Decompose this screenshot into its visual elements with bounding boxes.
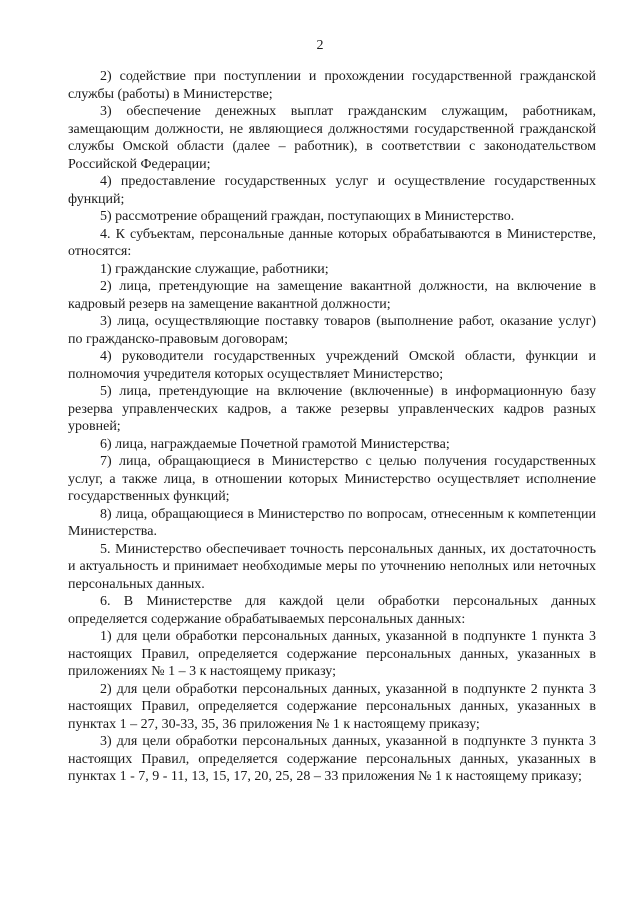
paragraph: 7) лица, обращающиеся в Министерство с целью получения государственных услуг, а также лица, в отношении которых Министерство осуществляет исполнение государственных функций; — [68, 454, 596, 504]
paragraph: 2) содействие при поступлении и прохождении государственной гражданской службы (работы) в Министерстве; — [68, 69, 596, 102]
paragraph: 5. Министерство обеспечивает точность персональных данных, их достаточность и актуальность и принимает необходимые меры по уточнению неполных или неточных персональных данных. — [68, 541, 596, 592]
paragraph: 4. К субъектам, персональные данные которых обрабатываются в Министерстве, относятся: — [68, 226, 596, 259]
paragraph: 5) рассмотрение обращений граждан, поступающих в Министерство. — [100, 209, 515, 224]
paragraph: 6) лица, награждаемые Почетной грамотой Министерства; — [100, 436, 450, 452]
document-body — [68, 68, 596, 786]
paragraph: 5) лица, претендующие на включение (включенные) в информационную базу резерва управленческих кадров, а также резервы управленческих кадров разных уровней; — [68, 384, 596, 434]
paragraph: 8) лица, обращающиеся в Министерство по вопросам, отнесенным к компетенции Министерства. — [68, 506, 596, 539]
paragraph: 1) гражданские служащие, работники; — [100, 261, 329, 277]
paragraph: 3) для цели обработки персональных данных, указанной в подпункте 3 пункта 3 настоящих Правил, определяется содержание персональных данных, указанных в пунктах 1 - 7, 9 - 11, 13, 15, 17, 20, 25, 28 – 33 приложения № 1 к настоящему приказу; — [68, 734, 596, 784]
page-number: 2 — [316, 38, 324, 53]
paragraph: 3) обеспечение денежных выплат гражданским служащим, работникам, замещающим должности, не являющиеся должностями государственной гражданской службы Омской области (далее – работник), в соответствии с законодательством Российской Федерации; — [68, 104, 596, 172]
paragraph: 4) руководители государственных учреждений Омской области, функции и полномочия учредителя которых осуществляет Министерство; — [68, 349, 596, 382]
paragraph: 2) для цели обработки персональных данных, указанной в подпункте 2 пункта 3 настоящих Правил, определяется содержание персональных данных, указанных в пунктах 1 – 27, 30-33, 35, 36 приложения № 1 к настоящему приказу; — [68, 681, 596, 732]
paragraph: 2) лица, претендующие на замещение вакантной должности, на включение в кадровый резерв на замещение вакантной должности; — [68, 279, 596, 312]
paragraph: 1) для цели обработки персональных данных, указанной в подпункте 1 пункта 3 настоящих Правил, определяется содержание персональных данных, указанных в приложениях № 1 – 3 к настоящему приказу; — [68, 629, 596, 679]
paragraph: 3) лица, осуществляющие поставку товаров (выполнение работ, оказание услуг) по гражданско-правовым договорам; — [68, 314, 596, 347]
paragraph: 6. В Министерстве для каждой цели обработки персональных данных определяется содержание обрабатываемых персональных данных: — [68, 594, 596, 627]
paragraph: 4) предоставление государственных услуг и осуществление государственных функций; — [68, 174, 596, 207]
